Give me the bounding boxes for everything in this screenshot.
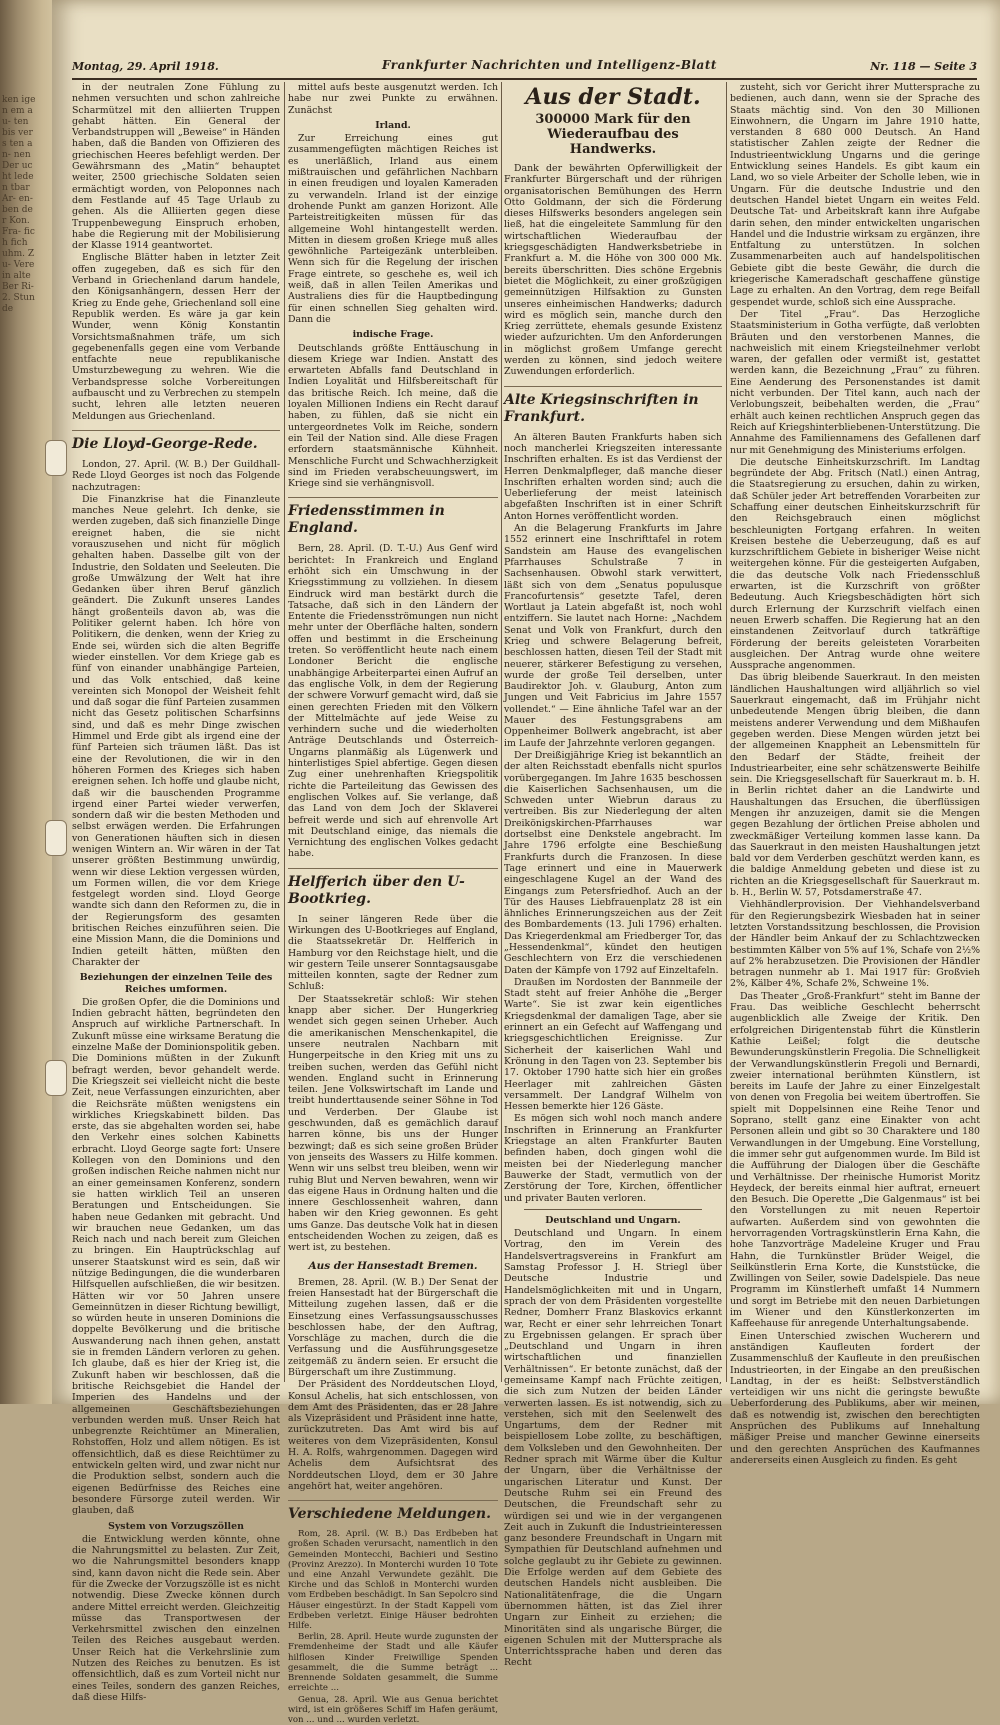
article-headline: Alte Kriegsinschriften in Frankfurt. bbox=[504, 386, 722, 426]
column-3 bbox=[504, 82, 722, 1392]
paragraph: Einen Unterschied zwischen Wucherern und anständigen Kaufleuten fordert der Zusammenschluß der Kaufleute in den preußischen Industrieorten, in der Eingabe an den preußischen Landtag, in der es heißt: Selbstverständlich verteidigen wir uns nicht die geringste bewußte Ueberforderung des Publikums, aber wir meinen, daß es notwendig ist, zwischen den berechtigten Ansprüchen des Publikums auf Innehaltung mäßiger Preise und mancher Gewinne einerseits und den gerechten Ansprüchen des Kaufmannes andererseits einen Ausgleich zu finden. Es geht bbox=[730, 1331, 980, 1467]
paragraph: Dank der bewährten Opferwilligkeit der Frankfurter Bürgerschaft und der rührigen organisatorischen Bemühungen des Herrn Otto Goldmann, der sich die Förderung dieses Hilfswerks besonders angelegen sein ließ, hat die eingeleitete Sammlung für den wirtschaftlichen Wiederaufbau der kriegsgeschädigten Handwerksbetriebe in Frankfurt a. M. die Höhe von 300 000 Mk. bereits überschritten. Dies schöne Ergebnis bietet die Möglichkeit, zu einer großzügigen gemeinnützigen Hilfsaktion zu Gunsten unseres einheimischen Handwerks; dadurch wird es möglich sein, manche durch den Krieg zerrüttete, ehemals gesunde Existenz wieder aufzurichten. Um den Anforderungen in möglichst großem Umfange gerecht werden zu können, sind jedoch weitere Zuwendungen erforderlich. bbox=[504, 163, 722, 378]
paragraph: Viehhändlerprovision. Der Viehhandelsverband für den Regierungsbezirk Wiesbaden hat in seiner letzten Vorstandssitzung beschlossen, die Provision der Händler beim Ankauf der zu Schlachtzwecken bestimmten Kälber von 5% auf 1%, Schafe von 2½% auf 2% herabzusetzen. Die Provisionen der Händler betragen nunmehr ab 1. Mai 1917 für: Großvieh 2%, Kälber 4%, Schafe 2%, Schweine 1%. bbox=[730, 899, 980, 989]
column-2 bbox=[288, 82, 498, 1392]
subheading: System von Vorzugszöllen bbox=[72, 1521, 280, 1532]
paragraph: Die Finanzkrise hat die Finanzleute manches Neue gelehrt. Ich denke, sie werden zugeben, daß sich finanzielle Dinge ereignet haben, die sie nicht vorauszusehen und nicht für möglich gehalten haben. Dasselbe gilt von der Industrie, den Soldaten und Seeleuten. Die große Umwälzung der Welt hat ihre Gedanken über ihren Beruf gänzlich geändert. Die Zukunft unseres Landes hängt großenteils davon ab, was die Politiker gelernt haben. Ich höre von Politikern, die denken, wenn der Krieg zu Ende sei, würden sich die alten Begriffe wieder einstellen. Vor dem Kriege gab es fünf von einander unabhängige Parteien, und das Volk entschied, daß keine vereinten sich Monopol der Weisheit fehlt und daß sogar die fünf Parteien zusammen nicht das Gesetz politischen Scharfsinns sind, und daß es mehr Dinge zwischen Himmel und Erde gibt als irgend eine der fünf Parteien sich träumen läßt. Das ist eine der Revolutionen, die wir in den höheren Formen des Krieges sich haben ereignen sehen. Ich hoffe und glaube nicht, daß wir die bauschenden Programme irgend einer Partei wieder verwerfen, sondern daß wir die besten Methoden und selbst erwägen werden. Die Erfahrungen von Generationen häuften sich in diesen wenigen Wintern an. Wir wären in der Tat unserer größten Bestimmung unwürdig, wenn wir diese Lektion vergessen würden, um Formen willen, die vor dem Kriege festgelegt worden sind. Lloyd George wandte sich dann den Reformen zu, die in der Regierungsform des gesamten britischen Reiches einzuführen seien. Die eine Mission Mann, die die Dominions und Indien geteilt hätten, müßten den Charakter der bbox=[72, 494, 280, 968]
paragraph: mittel aufs beste ausgenutzt werden. Ich habe nur zwei Punkte zu erwähnen. Zunächst bbox=[288, 82, 498, 116]
article-headline: Aus der Hansestadt Bremen. bbox=[288, 1260, 498, 1273]
paragraph: Der Präsident des Norddeutschen Lloyd, Konsul Achelis, hat sich entschlossen, von dem Amt des Präsidenten, das er 28 Jahre als Vizepräsident und Präsident inne hatte, zurückzutreten. Das Amt wird bis auf weiteres von dem Vizepräsidenten, Konsul H. A. Rolfs, wahrgenommen. Dagegen wird Achelis dem Aufsichtsrat des Norddeutschen Lloyd, dem er 30 Jahre angehört hat, weiter angehören. bbox=[288, 1379, 498, 1492]
page-header bbox=[72, 58, 977, 80]
paragraph: Der Staatssekretär schloß: Wir stehen knapp aber sicher. Der Hungerkrieg wendet sich gegen seinen Urheber. Auch die amerikanischen Menschenkapitel, die unsere neutralen Nachbarn mit Hungerpeitsche in den Krieg mit uns zu treiben suchen, werden das Gefühl nicht wenden. England sucht in Erinnerung teilen. Jene Volkswirtschaft im Lande und treibt hunderttausende seiner Söhne in Tod und Verderben. Der Glaube ist geschwunden, daß es gemächlich darauf harren könne, bis uns der Hunger bezwingt; daß es sich seine großen Brüder von jenseits des Wassers zu Hilfe kommen. Wenn wir uns selbst treu bleiben, wenn wir ruhig Blut und Nerven bewahren, wenn wir das eigene Haus in Ordnung halten und die innere Geschlossenheit wahren, dann haben wir den Krieg gewonnen. Es geht ums Ganze. Das deutsche Volk hat in diesen entscheidenden Wochen zu zeigen, daß es wert ist, zu bestehen. bbox=[288, 994, 498, 1254]
paragraph: in der neutralen Zone Fühlung zu nehmen versuchten und schon zahlreiche Scharmützel mit den alliierten Truppen gehabt hätten. Ein General der Verbandstruppen will „Beweise“ in Händen haben, daß die Banden von Offizieren des griechischen Heeres befehligt werden. Der Gewährsmann des „Matin“ behauptet weiter, 2500 griechische Soldaten seien ermächtigt worden, von Peloponnes nach dem Festlande auf 45 Tage Urlaub zu gehen. Als die Alliierten gegen diese Truppenbewegung Einspruch erhoben, habe die Regierung mit der Mobilisierung der Klasse 1914 geantwortet. bbox=[72, 82, 280, 251]
paragraph: Das übrig bleibende Sauerkraut. In den meisten ländlichen Haushaltungen wird alljährlich so viel Sauerkraut eingemacht, daß im Frühjahr nicht unbedeutende Mengen übrig bleiben, die dann meistens anderer Verwendung und dem Mißhaufen gegeben werden. Diese Mengen würden jetzt bei der allgemeinen Knappheit an Lebensmitteln für den Bedarf der Städte, freiheit der Industriearbeiter, eine sehr schätzenswerte Beihilfe sein. Die Kriegsgesellschaft für Sauerkraut m. b. H. in Berlin richtet daher an die Landwirte und Haushaltungen das Ersuchen, die überflüssigen Mengen ihr anzuzeigen, damit sie die Mengen gegen Bezahlung der örtlichen Preise abholen und zweckmäßiger Verteilung kommen lasse kann. Da das Sauerkraut in den meisten Haushaltungen jetzt bald vor dem Verderben geschützt werden kann, es die baldige Anmeldung gebeten und diese ist zu richten an die Kriegsgesellschaft für Sauerkraut m. b. H., Berlin W. 57, Potsdamerstraße 47. bbox=[730, 672, 980, 898]
subheading: Irland. bbox=[288, 120, 498, 131]
column-1 bbox=[72, 82, 280, 1392]
article-headline: Friedensstimmen in England. bbox=[288, 497, 498, 537]
gutter bbox=[0, 0, 60, 1404]
column-4 bbox=[730, 82, 980, 1392]
paragraph: Deutschland und Ungarn. In einem Vortrag, den im Verein des Handelsvertragsvereins in Frankfurt am Samstag Professor J. H. Striegl über Deutsche Industrie und Handelsmöglichkeiten mit und in Ungarn, sprach der von dem Präsidenten vorgestellte Redner, Domherr Franz Blaskovics erkannt war, Recht er einer sehr lehrreichen Tonart zu Ergebnissen gelangen. Er sprach über „Deutschland und Ungarn in ihren wirtschaftlichen und finanziellen Verhältnissen“. Er betonte zunächst, daß der gemeinsame Kampf nach Früchte zeitigen, die sich zum Nutzen der beiden Länder verwerten lassen. Es ist notwendig, sich zu verstehen, sich mit den Seelenwelt des Ungartums, dem der Redner mit beispiellosem Lobe zollte, zu beschäftigen, dem Volksleben und den Gewohnheiten. Der Redner sprach mit Wärme über die Kultur der Ungarn, über die Verhältnisse der ungarischen Literatur und Kunst. Der Deutsche Ruhm sei ein Freund des Deutschen, die Freundschaft sehr zu würdigen sei und wie in der vergangenen Zeit auch in Zukunft die Industrieinteressen ganz besondere Freundschaft in Ungarn mit Sympathien für Deutschland aufnehmen und solche geglaubt zu ihr Gebiete zu gewinnen. Die Erfolge werden auf dem Gebiete des deutschen Handels nicht ausbleiben. Die Nationalitätenfrage, die die Ungarn übernommen hätten, ist das Ziel ihrer Ungarn zur Einheit zu erziehen; die Minoritäten sind als ungarische Bürger, die eigenen Schulen mit der Muttersprache als Unterrichtssprache haben und deren das Recht bbox=[504, 1228, 722, 1669]
paragraph: Berlin, 28. April. Heute wurde zugunsten der Fremdenheime der Stadt und alle Käufer hilflosen Kinder Freiwillige Spenden gesammelt, die die Summe beträgt ... Brennende Soldaten gesammelt, die Summe erreichte ... bbox=[288, 1632, 498, 1693]
paragraph: An älteren Bauten Frankfurts haben sich noch mancherlei Kriegszeiten interessante Inschriften erhalten. Es ist das Verdienst der Herren Denkmalpfleger, daß manche dieser Inschriften erhalten worden sind; auch die Ueberlieferung der meist lateinisch abgefaßten Inschriften ist in einer Schrift Anton Hornes veröffentlicht worden. bbox=[504, 432, 722, 522]
divider bbox=[524, 1209, 702, 1210]
binding-tab bbox=[45, 440, 67, 476]
article-headline: Die Lloyd-George-Rede. bbox=[72, 430, 280, 453]
column-divider bbox=[726, 82, 727, 1382]
article-headline: Helfferich über den U-Bootkrieg. bbox=[288, 868, 498, 908]
binding-tab bbox=[45, 1060, 67, 1096]
paragraph: Deutschlands größte Enttäuschung in diesem Kriege war Indien. Anstatt des erwarteten Abfalls fand Deutschland in Indien Loyalität und Hilfsbereitschaft für das britische Reich. Ich meine, daß die loyalen Millionen Indiens ein Recht darauf haben, zu fühlen, daß sie nicht ein untergeordnetes Volk im Reiche, sondern ein Teil der Nation sind. Alle diese Fragen erfordern staatsmännische Kühnheit. Menschliche Furcht und Schwachherzigkeit sind im Frieden verabscheuungswert, im Kriege sind sie verhängnisvoll. bbox=[288, 343, 498, 490]
newspaper-page bbox=[52, 0, 1000, 1404]
paragraph: Rom, 28. April. (W. B.) Das Erdbeben hat großen Schaden verursacht, namentlich in den Gemeinden Montecchi, Bachieri und Sestino (Provinz Arezzo). In Monterchi wurden 10 Tote und eine Anzahl Verwundete gezählt. Die Kirche und das Schloß in Monterchi wurden vom Erdbeben beschädigt. In San Sepolcro sind Häuser eingestürzt. In der Stadt Kappeli vom Erdbeben verletzt. Einige Häuser bedrohten Hilfe. bbox=[288, 1529, 498, 1631]
paragraph: zusteht, sich vor Gericht ihrer Muttersprache zu bedienen, auch dann, wenn sie der Sprache des Staats mächtig sind. Von den 30 Millionen Einwohnern, die Ungarn im Jahre 1910 hatte, verstanden 8 680 000 Deutsch. An Hand statistischer Zahlen zeigte der Redner die Industrieentwicklung Ungarns und die geringe Entwicklung seines Handels. Es gibt kaum ein Land, wo so viele Arbeiter der Scholle leben, wie in Ungarn. Für die deutsche Industrie und den deutschen Handel bietet Ungarn ein weites Feld. Deutsche Tat- und Arbeitskraft kann ihre Aufgabe darin sehen, den minder entwickelten ungarischen Handel und die Industrie wirksam zu ergänzen, ihre Entfaltung zu unterstützen. In solchen Zusammenarbeiten auch auf handelspolitischen Gebiete gibt die beste Gewähr, die durch die kriegerische Kameradschaft geschaffene günstige Lage zu erhalten. An den Vortrag, dem rege Beifall gespendet wurde, schloß sich eine Aussprache. bbox=[730, 82, 980, 308]
paragraph: In seiner längeren Rede über die Wirkungen des U-Bootkrieges auf England, die Staatssekretär Dr. Helfferich in Hamburg vor den Reichstage hielt, und die wir gestern Teile unserer Sonntagsausgabe mitteilen konnten, sagte der Redner zum Schluß: bbox=[288, 914, 498, 993]
adjacent-page-text: ken igen em au- ten bis vers ten an- nen Der ucht leden tbar Ar- en- ben der Kon. Fra- fich fich uhm. Zu- Verein alte Ber Ri- 2. Stunde bbox=[2, 95, 36, 1295]
paragraph: Draußen im Nordosten der Bannmeile der Stadt steht auf freier Anhöhe die „Berger Warte“. Sie ist zwar kein eigentliches Kriegsdenkmal der damaligen Tage, aber sie erinnert an ein Gefecht auf Waffengang und kriegsgeschichtlichen Ereignisse. Zur Sicherheit der kaiserlichen Wahl und Krönung in den Tagen von 23. September bis 17. Oktober 1790 hatte sich hier ein großes Heerlager mit zahlreichen Gästen versammelt. Der Landgraf Wilhelm von Hessen bemerkte hier 126 Gäste. bbox=[504, 977, 722, 1113]
paragraph: An die Belagerung Frankfurts im Jahre 1552 erinnert eine Inschrifttafel in rotem Sandstein am Hause des evangelischen Pfarrhauses Schulstraße 7 in Sachsenhausen. Obwohl stark verwittert, läßt sich von dem „Senatus populusque Francofurtensis“ gesetzte Tafel, deren Wortlaut ja Latein abgefaßt ist, noch wohl entziffern. Sie lautet nach Horne: „Nachdem Senat und Volk von Frankfurt, durch den Krieg und schwere Belagerung befreit, beschlossen hatten, diesen Teil der Stadt mit neuerer, stärkerer Befestigung zu versehen, wurde der große Teil derselben, unter Baudirektor Joh. v. Glauburg, Anton zum Jungen und Veit Fabricius im Jahre 1557 vollendet.“ — Eine ähnliche Tafel war an der Mauer des Festungsgrabens am Oppenheimer Bollwerk angebracht, ist aber im Laufe der Jahrzehnte verloren gegangen. bbox=[504, 523, 722, 749]
paragraph: Das Theater „Groß-Frankfurt“ steht im Banne der Frau. Das weibliche Geschlecht beherrscht augenblicklich alle Zweige der Kritik. Den erfolgreichen Dirigentenstab führt die Künstlerin Kathie Leißel; folgt die deutsche Bewunderungskünstlerin Fregolia. Die Schnelligkeit der Verwandlungskünstlerin Fregoli und Bernardi, zweier international berühmten Künstlern, ist bereits im Laufe der Jahre zu einer Einzelgestalt von denen von Fregolia bei weitem übertroffen. Sie spielt mit Doppelsinnen eine Reihe Tenor und Soprano, stellt ganz eine Einakter von acht Personen allein und gibt so 30 Charaktere und 180 Verwandlungen in der Umgebung. Eine Vorstellung, die immer sehr gut aufgenommen wurde. Im Bild ist die Aufführung der Dialogen über die Geschäfte und Verhältnisse. Der rheinische Humorist Moritz Heydeck, der bereits einmal hier auftrat, erneuert den Besuch. Die Operette „Die Galgenmaus“ ist bei den Vorstellungen zu mit neuen Repertoir aufwarten. Außerdem sind von gewohnten die hervorragenden Vortragskünstlerin Erna Kahn, die hohe Tanzvorträge Madeleine Kruger und Frau Hahn, die Turnkünstler Brüder Weigel, die Seilkünstlerin Erna Korte, die Kunststücke, die Zwillingen von Seiler, sowie Dadelspiele. Das neue Programm im Künstlerheft umfaßt 14 Nummern und sorgt im Betriebe mit den neuen Darbietungen im Wiener und den Künstlerkonzerten im Kaffeehause für anregende Unterhaltungsabende. bbox=[730, 991, 980, 1330]
article-headline: 300000 Mark für den Wiederaufbau des Handwerks. bbox=[504, 112, 722, 157]
subheading: indische Frage. bbox=[288, 329, 498, 340]
header-page-number: Nr. 118 — Seite 3 bbox=[870, 60, 977, 73]
column-divider bbox=[284, 82, 285, 1382]
paragraph: Die großen Opfer, die die Dominions und Indien gebracht hätten, begründeten den Anspruch auf wirkliche Partnerschaft. In Zukunft müsse eine wirksame Beratung die einzelne Maße der Dominionspolitik geben. Die Dominions müßten in der Zukunft befragt werden, bevor gehandelt werde. Die Kriegszeit sei vielleicht nicht die beste Zeit, neue Verfassungen einzurichten, aber die Reichsräte müßten wenigstens ein wirkliches Kriegskabinett bilden. Das erste, das sie abgehalten worden sei, habe den Verkehr eines solchen Kabinetts erbracht. Lloyd George sagte fort: Unsere Kollegen von den Dominions und den großen indischen Reiche nahmen nicht nur an einer gemeinsamen Konferenz, sondern sie hatten wirklich Teil an unseren Beratungen und Entscheidungen. Sie haben neue Gedanken mit gebracht. Und wir brauchen neue Gedanken, um das Reich nach und nach bereit zum Gleichen zu bringen. Ein Hauptrückschlag auf unserer Staatskunst wird es sein, daß wir nützige Bedingungen, die die wunderbaren Hilfsquellen aufschließen, die wir besitzen. Hätten wir vor 50 Jahren unsere Gemeinnützen in dieser Richtung bewilligt, so würden heute in unseren Dominions die doppelte Bevölkerung und die britische Auswanderung nach ihnen gehen, anstatt sie in fremden Ländern verloren zu gehen. Ich glaube, daß es hier der Krieg ist, die Zukunft haben wir beschlossen, daß die britische Reichsgebiet die Handel der Imperien des Handelns und der allgemeinen Geschäftsbeziehungen verbunden werden muß. Unser Reich hat unbegrenzte Reichtümer an Mineralien, Rohstoffen, Holz und allem nötigen. Es ist offensichtlich, daß es diese Reichtümer zu entwickeln gelten wird, und zwar nicht nur die Produktion selbst, sondern auch die eigenen Bedürfnisse des Reiches eine besondere Fürsorge zuteil werden. Wir glauben, daß bbox=[72, 997, 280, 1517]
header-paper-title: Frankfurter Nachrichten und Intelligenz-Blatt bbox=[382, 58, 717, 72]
paragraph: Der Titel „Frau“. Das Herzogliche Staatsministerium in Gotha verfügte, daß verlobten Bräuten und den verstorbenen Mannes, die nachweislich mit einem Kriegsteilnehmer verlobt waren, der gefallen oder vermißt ist, gestattet werden kann, die Bezeichnung „Frau“ zu führen. Eine Aenderung des Personenstandes ist damit nicht verbunden. Der Titel kann, auch nach der Verlobungszeit, beibehalten werden, die „Frau“ erhält auch keinen rechtlichen Anspruch gegen das Reich auf Kriegshinterbliebenen-Unterstützung. Die Annahme des Familiennamens des Gefallenen darf nur mit Genehmigung des Ministeriums erfolgen. bbox=[730, 309, 980, 456]
paragraph: Die deutsche Einheitskurzschrift. Im Landtag begründete der Abg. Fritsch (Natl.) einen Antrag, die Staatsregierung zu ersuchen, dahin zu wirken, daß Schüler jeder Art betreffenden Vorarbeiten zur Schaffung einer deutschen Einheitskurzschrift für den Reichsgebrauch einen möglichst beschleunigten Fortgang erfahren. In weiten Kreisen bestehe die Ueberzeugung, daß es auf kurzschriftlichem Gebiete in bisheriger Weise nicht weitergehen könne. Für die gesteigerten Aufgaben, die das deutsche Volk nach Friedensschluß erwarten, ist die Kurzschrift von größter Bedeutung. Auch Kriegsbeschädigten hört sich durch Erlernung der Kurzschrift vielfach einen neuen Erwerb schaffen. Die Regierung hat an den einstandenen Zeitvorlauf durch tatkräftige Förderung der bereits geleisteten Vorarbeiten ausgleichen. Der Antrag wurde ohne weitere Aussprache angenommen. bbox=[730, 457, 980, 672]
paragraph: London, 27. April. (W. B.) Der Guildhall-Rede Lloyd Georges ist noch das Folgende nachzutragen: bbox=[72, 459, 280, 493]
paragraph: Zur Erreichung eines gut zusammengefügten mächtigen Reiches ist es unerläßlich, Irland aus einem mißtrauischen und gefährlichen Nachbarn in einen freudigen und loyalen Kameraden zu verwandeln. Irland ist der einzige drohende Punkt am ganzen Horizont. Alle Parteistreitigkeiten müssen für das allgemeine Wohl hintangestellt werden. Mitten in diesem großen Kriege muß alles gewöhnliche Parteigezänk unterbleiben. Wenn sich für die Regelung der irischen Frage eintrete, so geschehe es, weil ich weiß, daß in allen Teilen Amerikas und Australiens dies für die Hauptbedingung für einen schnellen Sieg gehalten wird. Dann die bbox=[288, 133, 498, 325]
subheading: Deutschland und Ungarn. bbox=[504, 1215, 722, 1226]
header-date: Montag, 29. April 1918. bbox=[72, 60, 219, 73]
paragraph: die Entwicklung werden könnte, ohne die Nahrungsmittel zu belasten. Zur Zeit, wo die Nahrungsmittel besonders knapp sind, kann davon nicht die Rede sein. Aber für die Zwecke der Vorzugszölle ist es nicht notwendig. Diese Zwecke können durch andere Mittel erreicht werden. Gleichzeitig müsse das Transportwesen der Verkehrsmittel zwischen den einzelnen Teilen des Reiches ausgebaut werden. Unser Reich hat die Verkehrslinie zum Nutzen des Reiches zu benutzen. Es ist offensichtlich, daß es zum Vorteil nicht nur eines Teiles, sondern des ganzen Reiches, daß diese Hilfs- bbox=[72, 1534, 280, 1703]
section-title: Aus der Stadt. bbox=[504, 84, 722, 110]
article-headline: Verschiedene Meldungen. bbox=[288, 1500, 498, 1523]
subheading: Beziehungen der einzelnen Teile des Reiches umformen. bbox=[72, 972, 280, 995]
paragraph: Englische Blätter haben in letzter Zeit offen zugegeben, daß es sich für den Verband in Griechenland darum handele, den Königsanhängern, dessen Herr der Krieg zu Ende gehe, Griechenland soll eine Republik werden. Es wäre ja gar kein Wunder, wenn König Konstantin Vorsichtsmaßnahmen träfe, um sich gegebenenfalls gegen eine vom Verbande entfachte neue republikanische Umsturzbewegung zu wehren. Wie die Verbandspresse solche Vorbereitungen aufbauscht und zu Verbrechen zu stempeln sucht, lehren alle letzten neueren Meldungen aus Griechenland. bbox=[72, 252, 280, 421]
binding-tab bbox=[45, 820, 67, 856]
paragraph: Bremen, 28. April. (W. B.) Der Senat der freien Hansestadt hat der Bürgerschaft die Mitteilung zugehen lassen, daß er die Einsetzung eines Verfassungsausschusses beschlossen habe, der den Auftrag, Vorschläge zu machen, durch die die Verfassung und die Ausführungsgesetze zeitgemäß zu ändern seien. Er ersucht die Bürgerschaft um ihre Zustimmung. bbox=[288, 1277, 498, 1379]
paragraph: Genua, 28. April. Wie aus Genua berichtet wird, ist ein größeres Schiff im Hafen geräumt, von ... und ... wurden verletzt. bbox=[288, 1695, 498, 1725]
paragraph: Der Dreißigjährige Krieg ist bekanntlich an der alten Reichsstadt ebenfalls nicht spurlos vorübergegangen. Im Jahre 1635 beschossen die Kaiserlichen Sachsenhausen, um die Schweden unter Wiebrun daraus zu vertreiben. Bis zur Niederlegung der alten Dreikönigskirchen-Pfarrhauses war dortselbst eine Denkstele angebracht. Im Jahre 1796 erfolgte eine Beschießung Frankfurts durch die Franzosen. In diese Tage erinnert und eine in Mauerwerk eingeschlagene Kugel an der Wand des Eingangs zum Petersfriedhof. Auch an der Tür des Hauses Liebfrauenplatz 28 ist ein ähnliches Erinnerungszeichen aus der Zeit des Bombardements (13. Juli 1796) erhalten. Das Kriegerdenkmal am Friedberger Tor, das „Hessendenkmal“, kündet den heutigen Geschlechtern von Erz die verschiedenen Daten der Kämpfe von 1792 auf Einzeltafeln. bbox=[504, 750, 722, 976]
paragraph: Es mögen sich wohl noch manch andere Inschriften in Erinnerung an Frankfurter Kriegstage an alten Frankfurter Bauten befinden haben, doch gingen wohl die meisten bei der Niederlegung mancher Bauwerke der Stadt, vermutlich von der Zerstörung der Tore, Kirchen, öffentlicher und privater Bauten verloren. bbox=[504, 1113, 722, 1203]
column-divider bbox=[501, 82, 502, 1382]
paragraph: Bern, 28. April. (D. T.-U.) Aus Genf wird berichtet: In Frankreich und England erhöht sich ein Umschwung in der Kriegsstimmung zu vollziehen. In diesem Eindruck wird man bestärkt durch die Tatsache, daß sich in den Ländern der Entente die Friedensströmungen nun nicht mehr unter der Oberfläche halten, sondern offen und bestimmt in die Erscheinung treten. So veröffentlicht heute nach einem Londoner Bericht die englische unabhängige Arbeiterpartei einen Aufruf an das englische Volk, in dem der Regierung der schwere Vorwurf gemacht wird, daß sie einen gerechten Frieden mit den Völkern der Mittelmächte auf jede Weise zu verhindern suche und die wiederholten Anträge Deutschlands und Österreich-Ungarns planmäßig als Lügenwerk und hinterlistiges Spiel abfertige. Gegen diesen Zug einer unehrenhaften Kriegspolitik richte die Parteileitung das Gewissen des englischen Volkes auf. Sie verlange, daß das Land von dem Joch der Sklaverei befreit werde und sich auf ehrenvolle Art mit Deutschland einige, das niemals die Vernichtung des englischen Volkes gedacht habe. bbox=[288, 543, 498, 859]
